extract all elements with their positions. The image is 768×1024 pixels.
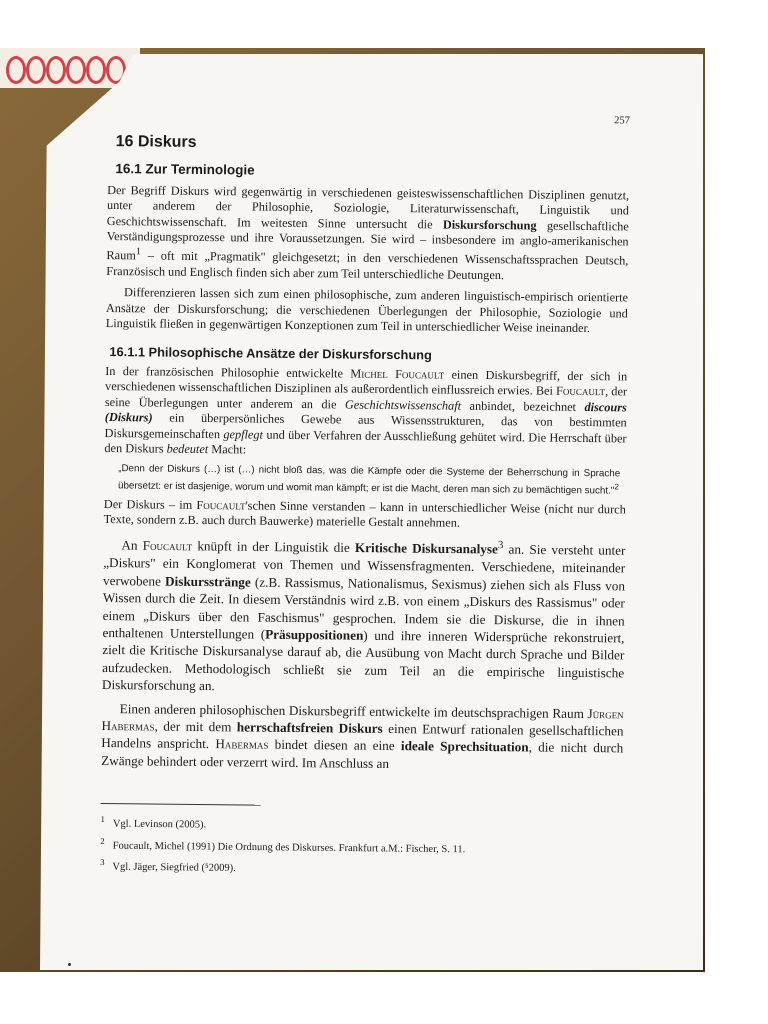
paragraph-4: Der Diskurs – im Foucault'schen Sinne verstanden – kann in unterschiedlicher Weise (nicht nur durch Texte, sondern z.B. auch durch Bauwerke) materielle Gestalt annehmen.: [103, 496, 626, 530]
block-quote: „Denn der Diskurs (…) ist (…) nicht bloß das, was die Kämpfe oder die Systeme der Beherrschung in Sprache übersetzt: er ist dasjenige, worum und womit man kämpft; er ist die Macht, deren man sich zu bemächtigen sucht."$^2$: [117, 463, 621, 497]
subsection-title: 16.1.1 Philosophische Ansätze der Diskursforschung: [109, 343, 432, 362]
footnote: $^3$ Vgl. Jäger, Siegfried (⁵2009).: [100, 857, 236, 875]
footnote-rule: [101, 803, 261, 806]
paragraph-2: Differenzieren lassen sich zum einen philosophische, zum anderen linguistisch-empirisch orientierte Ansätze der Diskursforschung; die verschiedenen Überlegungen der Philosophie, Soziologie und Linguistik fließen in gegenwärtigen Konzeptionen zum Teil in unterschiedlicher Weise ineinander.: [105, 285, 629, 336]
page-content: [100, 108, 630, 882]
paragraph-5: An Foucault knüpft in der Linguistik die Kritische Diskursanalyse$^3$ an. Sie versteht unter „Diskurs" ein Konglomerat von Themen und Wissensfragmenten. Verschiedene, miteinander verwobene Diskursstränge (z.B. Rassismus, Nationalismus, Sexismus) ziehen sich als Fluss von Wissen durch die Zeit. In diesem Verständnis wird z.B. von einem „Diskurs des Rassismus" oder einem „Diskurs über den Faschismus" gesprochen. Indem sie die Diskurse, die in ihnen enthaltenen Unterstellungen (Präsuppositionen) und ihre inneren Widersprüche rekonstruiert, zielt die Kritische Diskursanalyse darauf ab, die Ausübung von Macht durch Sprache und Bilder aufzudecken. Methodologisch schließt sie zum Teil an die empirische linguistische Diskursforschung an.: [101, 538, 626, 694]
page-number: 257: [614, 115, 630, 127]
speck: [68, 963, 71, 966]
paragraph-3: In der französischen Philosophie entwickelte Michel Foucault einen Diskursbegriff, der sich in verschiedenen wissenschaftlichen Disziplinen als außerordentlich einflussreich erwies. Bei Foucault, der seine Überlegungen unter anderem an die Geschichtswissenschaft anbindet, bezeichnet discours (Diskurs) ein überpersönliches Gewebe aus Wissensstrukturen, das von bestimmten Diskursgemeinschaften gepflegt und über Verfahren der Ausschließung gehütet wird. Die Herrschaft über den Diskurs bedeutet Macht:: [104, 363, 628, 457]
footnote: $^2$ Foucault, Michel (1991) Die Ordnung des Diskurses. Frankfurt a.M.: Fischer, S. 11.: [100, 835, 466, 855]
paragraph-1: Der Begriff Diskurs wird gegenwärtig in verschiedenen geisteswissenschaftlichen Disziplinen genutzt, unter anderem der Philosophie, Soziologie, Literaturwissenschaft, Linguistik und Geschichtswissenschaft. Im weitesten Sinne untersucht die Diskursforschung gesellschaftliche Verständigungsprozesse und ihre Voraussetzungen. Sie wird – insbesondere im anglo-amerikanischen Raum$^1$ – oft mit „Pragmatik" gleichgesetzt; in den verschiedenen Wissenschaftssprachen Deutsch, Französisch und Englisch finden sich aber zum Teil unterschiedliche Deutungen.: [106, 182, 630, 283]
footnote: $^1$ Vgl. Levinson (2005).: [100, 814, 207, 831]
paragraph-6: Einen anderen philosophischen Diskursbegriff entwickelte im deutschsprachigen Raum Jürgen Habermas, der mit dem herrschaftsfreien Diskurs einen Entwurf rationalen gesellschaftlichen Handelns anspricht. Habermas bindet diesen an eine ideale Sprechsituation, die nicht durch Zwänge behindert oder verzerrt wird. Im Anschluss an: [101, 700, 624, 771]
chapter-title: 16 Diskurs: [115, 133, 197, 151]
section-title: 16.1 Zur Terminologie: [115, 161, 255, 178]
